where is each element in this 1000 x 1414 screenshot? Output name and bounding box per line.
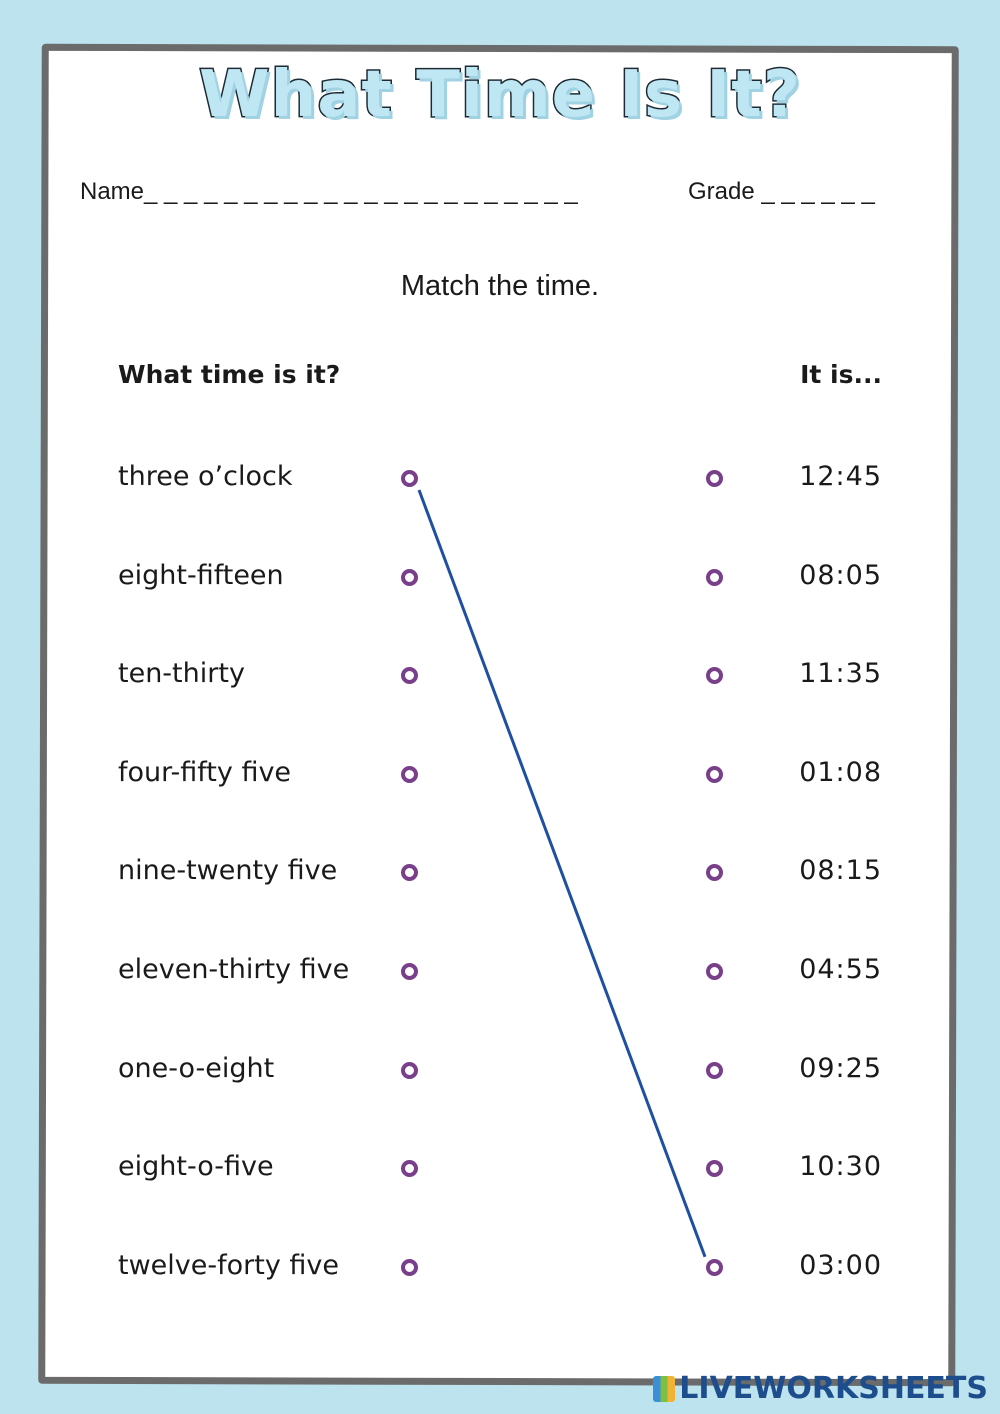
- grade-field[interactable]: Grade _ _ _ _ _ _: [688, 178, 875, 205]
- right-item: 04:55: [799, 954, 882, 985]
- right-column-header: It is...: [800, 360, 882, 389]
- right-match-dot[interactable]: [706, 963, 723, 980]
- right-item: 09:25: [799, 1052, 882, 1084]
- left-match-dot[interactable]: [401, 766, 418, 783]
- left-item: eight-o-five: [118, 1151, 274, 1183]
- name-field[interactable]: Name_ _ _ _ _ _ _ _ _ _ _ _ _ _ _ _ _ _ _ _ _ _: [80, 178, 578, 205]
- left-match-dot[interactable]: [401, 1062, 418, 1079]
- left-item: one-o-eight: [118, 1052, 275, 1084]
- left-match-dot[interactable]: [401, 569, 418, 586]
- logo-text: LIVEWORKSHEETS: [679, 1371, 988, 1406]
- right-match-dot[interactable]: [706, 766, 723, 783]
- left-item: eight-fifteen: [118, 559, 284, 591]
- worksheet-title: What Time Is It?: [199, 58, 801, 132]
- right-item: 11:35: [799, 658, 882, 690]
- worksheet-frame: [38, 44, 959, 1386]
- right-item: 03:00: [799, 1249, 882, 1281]
- right-match-dot[interactable]: [706, 569, 723, 586]
- right-item: 12:45: [799, 461, 882, 492]
- left-match-dot[interactable]: [401, 1259, 418, 1276]
- left-column-header: What time is it?: [118, 360, 341, 389]
- left-match-dot[interactable]: [401, 470, 418, 487]
- right-item: 01:08: [799, 756, 882, 788]
- left-item: four-fifty five: [118, 756, 292, 788]
- right-item: 08:15: [799, 855, 882, 887]
- liveworksheets-logo-icon: [653, 1376, 675, 1402]
- left-item: ten-thirty: [118, 658, 245, 690]
- right-match-dot[interactable]: [706, 1062, 723, 1079]
- left-match-dot[interactable]: [401, 963, 418, 980]
- left-item: twelve-forty five: [118, 1249, 339, 1281]
- right-item: 10:30: [799, 1151, 882, 1183]
- instruction-text: Match the time.: [400, 270, 600, 302]
- right-item: 08:05: [799, 559, 882, 591]
- left-item: eleven-thirty five: [118, 954, 350, 985]
- left-item: nine-twenty five: [118, 855, 338, 887]
- left-item: three o’clock: [118, 461, 293, 492]
- right-match-dot[interactable]: [706, 1259, 723, 1276]
- right-match-dot[interactable]: [706, 470, 723, 487]
- liveworksheets-logo: [653, 1371, 988, 1406]
